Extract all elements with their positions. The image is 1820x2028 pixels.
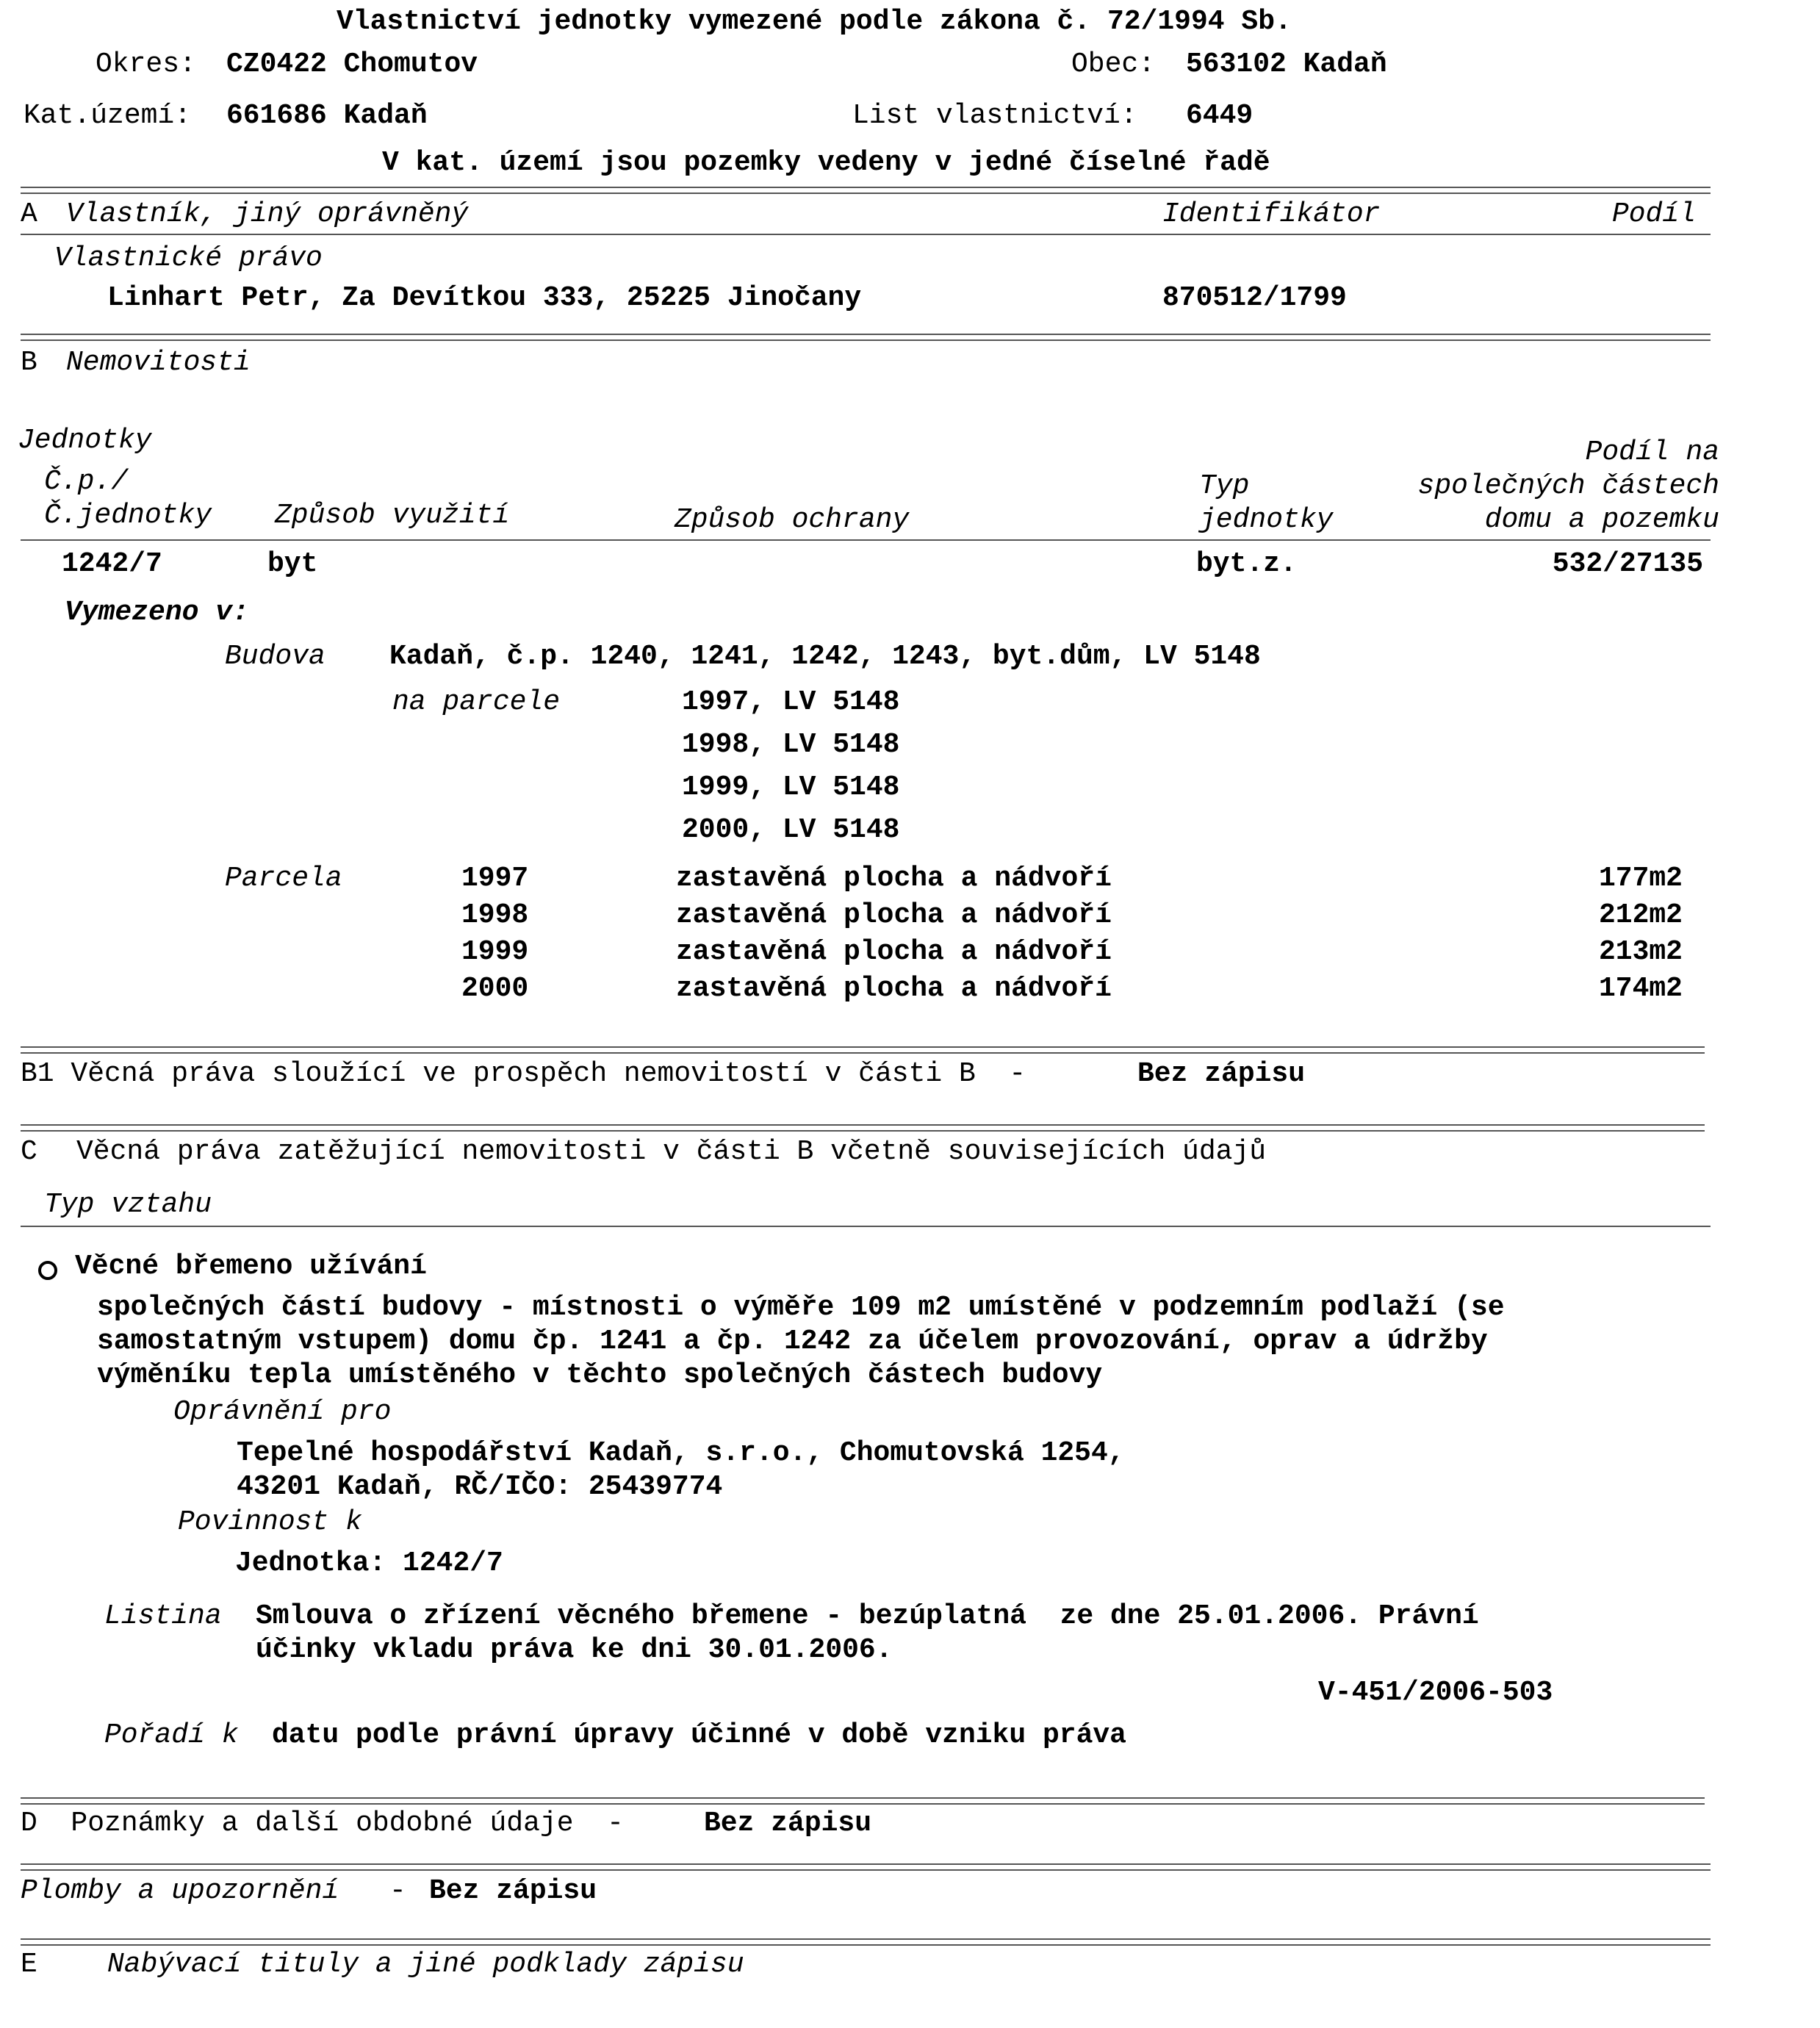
owner-identifier: 870512/1799 <box>1162 282 1347 314</box>
opravneni-label: Oprávnění pro <box>173 1396 392 1428</box>
listina-value-line: Smlouva o zřízení věcného břemene - bezúplatná ze dne 25.01.2006. Právní <box>256 1600 1479 1632</box>
parcela-druh: zastavěná plocha a nádvoří <box>676 973 1112 1004</box>
povinnost-value: Jednotka: 1242/7 <box>235 1547 503 1579</box>
section-d-value: Bez zápisu <box>704 1808 872 1839</box>
separator <box>21 187 1711 194</box>
plomby-value: Bez zápisu <box>429 1875 597 1907</box>
section-b1-value: Bez zápisu <box>1137 1058 1306 1090</box>
obec-value: 563102 Kadaň <box>1186 48 1387 80</box>
col-identifikator: Identifikátor <box>1162 198 1381 230</box>
listina-value-line: účinky vkladu práva ke dni 30.01.2006. <box>256 1634 893 1666</box>
col-cjednotky: Č.jednotky <box>44 500 212 531</box>
section-b-letter: B <box>21 347 37 378</box>
col-vyuziti: Způsob využití <box>275 500 510 531</box>
parcela-druh: zastavěná plocha a nádvoří <box>676 899 1112 931</box>
divider <box>21 539 1711 541</box>
section-b-title: Nemovitosti <box>66 347 251 378</box>
section-c-letter: C <box>21 1136 37 1168</box>
budova-label: Budova <box>225 641 325 672</box>
lv-value: 6449 <box>1186 100 1254 132</box>
okres-label: Okres: <box>96 48 196 80</box>
parcele-item: 2000, LV 5148 <box>682 814 900 846</box>
opravneni-value-line: Tepelné hospodářství Kadaň, s.r.o., Chomutovská 1254, <box>237 1437 1125 1469</box>
listina-reference: V-451/2006-503 <box>1318 1677 1553 1708</box>
parcele-item: 1999, LV 5148 <box>682 772 900 803</box>
parcela-cislo: 2000 <box>461 973 529 1004</box>
page-title: Vlastnictví jednotky vymezené podle zákona č. 72/1994 Sb. <box>337 6 1292 37</box>
unit-typ: byt.z. <box>1196 548 1297 580</box>
poradi-value: datu podle právní úpravy účinné v době vzniku práva <box>272 1719 1126 1751</box>
burden-desc-line: společných částí budovy - místnosti o výměře 109 m2 umístěné v podzemním podlaží (se <box>97 1292 1505 1323</box>
parcela-vymera: 177m2 <box>1598 863 1683 894</box>
unit-podil: 532/27135 <box>1552 548 1703 580</box>
typ-vztahu-label: Typ vztahu <box>44 1189 212 1220</box>
col-domu-a-pozemku: domu a pozemku <box>1484 504 1719 536</box>
section-d-title: D Poznámky a další obdobné údaje - <box>21 1808 624 1839</box>
parcela-druh: zastavěná plocha a nádvoří <box>676 863 1112 894</box>
poradi-label: Pořadí k <box>104 1719 239 1751</box>
separator <box>21 1046 1705 1054</box>
col-typ: Typ <box>1199 470 1250 502</box>
unit-cp: 1242/7 <box>62 548 162 580</box>
vymezeno-label: Vymezeno v: <box>65 597 249 628</box>
na-parcele-label: na parcele <box>392 686 561 718</box>
parcela-cislo: 1997 <box>461 863 529 894</box>
parcela-cislo: 1999 <box>461 936 529 968</box>
okres-value: CZ0422 Chomutov <box>226 48 478 80</box>
parcela-label: Parcela <box>225 863 342 894</box>
section-b1-title: B1 Věcná práva sloužící ve prospěch nemovitostí v části B - <box>21 1058 1026 1090</box>
listina-label: Listina <box>104 1600 222 1632</box>
povinnost-label: Povinnost k <box>178 1506 362 1538</box>
col-podil: Podíl <box>1612 198 1697 230</box>
katuzemi-value: 661686 Kadaň <box>226 100 428 132</box>
right-type: Vlastnické právo <box>54 242 323 274</box>
parcela-cislo: 1998 <box>461 899 529 931</box>
owner-name: Linhart Petr, Za Devítkou 333, 25225 Jinočany <box>107 282 862 314</box>
parcele-item: 1997, LV 5148 <box>682 686 900 718</box>
plomby-dash: - <box>389 1875 406 1907</box>
col-typ-jednotky: jednotky <box>1199 504 1334 536</box>
col-spolecnych-castech: společných částech <box>1417 470 1719 502</box>
unit-vyuziti: byt <box>267 548 318 580</box>
divider <box>21 1226 1711 1227</box>
col-ochrana: Způsob ochrany <box>675 504 910 536</box>
col-cp: Č.p./ <box>44 466 129 497</box>
section-e-letter: E <box>21 1949 37 1980</box>
separator <box>21 1863 1711 1871</box>
section-a-letter: A <box>21 198 37 230</box>
parcela-vymera: 174m2 <box>1598 973 1683 1004</box>
burden-desc-line: výměníku tepla umístěného v těchto společných částech budovy <box>97 1359 1103 1391</box>
separator <box>21 1124 1705 1132</box>
burden-title: Věcné břemeno užívání <box>75 1251 427 1282</box>
lv-label: List vlastnictví: <box>852 100 1137 132</box>
opravneni-value-line: 43201 Kadaň, RČ/IČO: 25439774 <box>237 1471 723 1503</box>
burden-desc-line: samostatným vstupem) domu čp. 1241 a čp. 1242 za účelem provozování, oprav a údržby <box>97 1326 1488 1357</box>
bullet-icon <box>38 1261 57 1280</box>
plomby-label: Plomby a upozornění <box>21 1875 339 1907</box>
budova-value: Kadaň, č.p. 1240, 1241, 1242, 1243, byt.dům, LV 5148 <box>389 641 1261 672</box>
col-podil-na: Podíl na <box>1585 436 1719 468</box>
obec-label: Obec: <box>1071 48 1156 80</box>
divider <box>21 234 1711 235</box>
subtitle: V kat. území jsou pozemky vedeny v jedné číselné řadě <box>382 147 1270 179</box>
section-a-title: Vlastník, jiný oprávněný <box>66 198 469 230</box>
katuzemi-label: Kat.území: <box>24 100 192 132</box>
parcele-item: 1998, LV 5148 <box>682 729 900 760</box>
section-e-title: Nabývací tituly a jiné podklady zápisu <box>107 1949 744 1980</box>
separator <box>21 1938 1711 1946</box>
parcela-druh: zastavěná plocha a nádvoří <box>676 936 1112 968</box>
section-c-title: Věcná práva zatěžující nemovitosti v části B včetně souvisejících údajů <box>76 1136 1267 1168</box>
parcela-vymera: 212m2 <box>1598 899 1683 931</box>
separator <box>21 1797 1705 1805</box>
parcela-vymera: 213m2 <box>1598 936 1683 968</box>
jednotky-label: Jednotky <box>18 425 152 456</box>
separator <box>21 334 1711 341</box>
